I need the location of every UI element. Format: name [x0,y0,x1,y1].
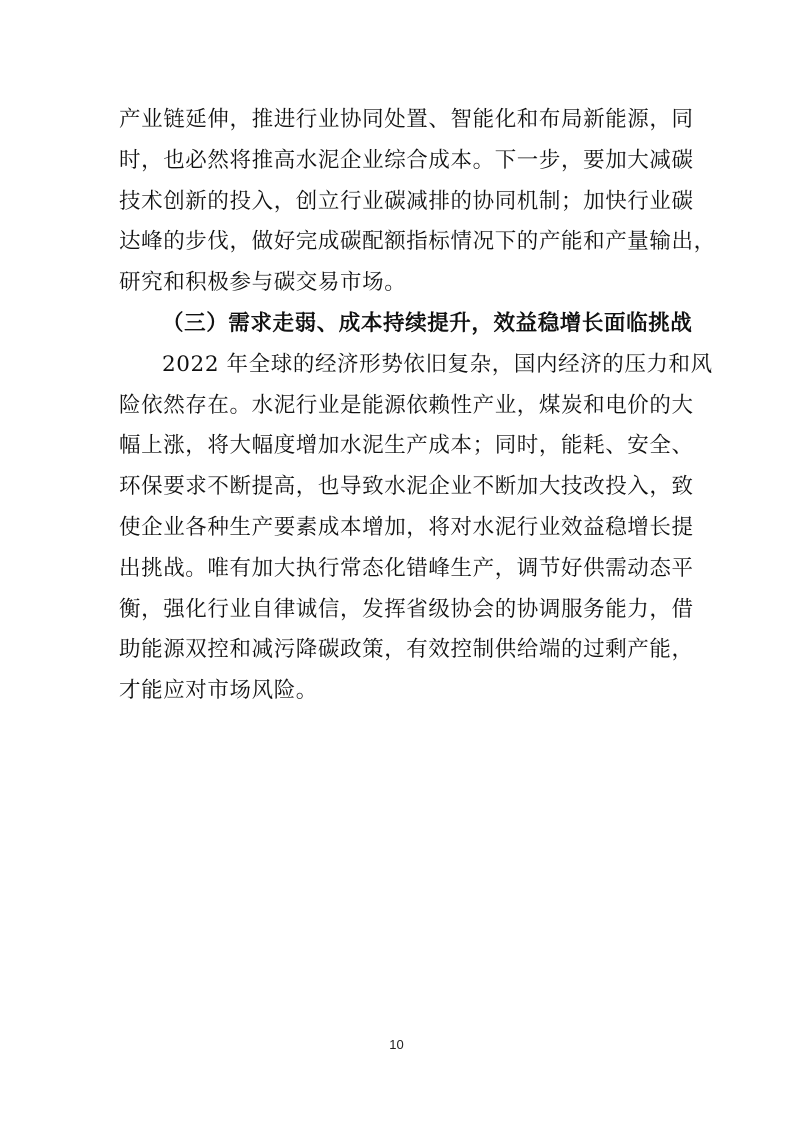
section-heading: （三）需求走弱、成本持续提升，效益稳增长面临挑战 [162,310,693,336]
paragraph-line: 出挑战。唯有加大执行常态化错峰生产，调节好供需动态平 [119,555,694,581]
paragraph-line: 衡，强化行业自律诚信，发挥省级协会的协调服务能力，借 [119,596,694,622]
paragraph-line: 才能应对市场风险。 [119,678,318,704]
paragraph-line: 幅上涨，将大幅度增加水泥生产成本；同时，能耗、安全、 [119,433,694,459]
paragraph-line: 2022 年全球的经济形势依旧复杂，国内经济的压力和风 [162,351,713,377]
paragraph-line: 使企业各种生产要素成本增加，将对水泥行业效益稳增长提 [119,514,694,540]
paragraph-line: 时，也必然将推高水泥企业综合成本。下一步，要加大减碳 [119,147,694,173]
paragraph-line: 产业链延伸，推进行业协同处置、智能化和布局新能源，同 [119,107,694,132]
paragraph-line: 研究和积极参与碳交易市场。 [119,270,407,296]
paragraph-line: 险依然存在。水泥行业是能源依赖性产业，煤炭和电价的大 [119,392,694,418]
paragraph-line: 环保要求不断提高，也导致水泥企业不断加大技改投入，致 [119,474,694,500]
page-number: 10 [389,1037,404,1052]
paragraph-line: 达峰的步伐，做好完成碳配额指标情况下的产能和产量输出， [119,229,716,255]
body-text [119,100,716,712]
paragraph-1 [119,100,716,304]
paragraph-line: 助能源双控和减污降碳政策，有效控制供给端的过剩产能， [119,637,694,663]
paragraph-2 [119,345,713,712]
paragraph-line: 技术创新的投入，创立行业碳减排的协同机制；加快行业碳 [119,188,694,214]
